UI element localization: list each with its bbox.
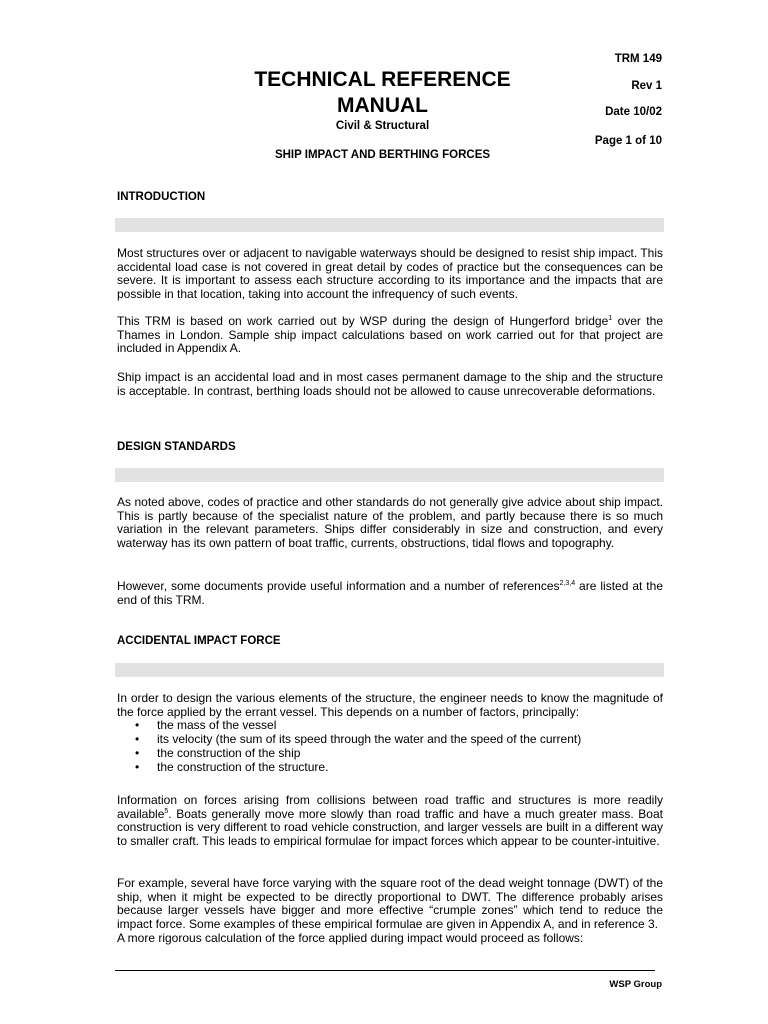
section-divider-bar [115,218,664,232]
paragraph-text: Ship impact is an accidental load and in most cases permanent damage to the ship and the structure is acceptable. In contrast, berthing loads should not be allowed to cause unrecoverable deformations. [117,370,663,398]
section-heading-design-standards: DESIGN STANDARDS [117,441,236,453]
section-heading-accidental-impact-force: ACCIDENTAL IMPACT FORCE [117,635,281,647]
paragraph-text: For example, several have force varying with the square root of the dead weight tonnage (DWT) of the ship, when it might be expected to be directly proportional to DWT. The difference probably arises because larger vessels have bigger and more effective “crumple zones” which tend to reduce the impact force. Some examples of these empirical formulae are given in Appendix A, and in reference 3. [117,876,663,932]
paragraph-text: This TRM is based on work carried out by WSP during the design of Hungerford bridge [117,314,609,328]
manual-title-line1: TECHNICAL REFERENCE [254,68,511,91]
list-item: • the mass of the vessel [157,719,663,733]
list-item: • the construction of the structure. [157,761,663,775]
paragraph-text: are listed at the end of this TRM. [117,579,663,607]
trm-number: TRM 149 [614,53,662,65]
paragraph-text: A more rigorous calculation of the force applied during impact would proceed as follows: [117,930,584,945]
intro-paragraph-1 [117,247,663,302]
impact-paragraph-2 [117,794,663,849]
reference-superscript: 1 [608,315,613,322]
paragraph-text: In order to design the various elements of the structure, the engineer needs to know the magnitude of the force applied by the errant vessel. This depends on a number of factors, principally: [117,691,663,719]
section-divider-bar [115,663,664,677]
paragraph-text: However, some documents provide useful information and a number of references [117,579,560,593]
section-heading-introduction: INTRODUCTION [117,191,206,203]
footer-company: WSP Group [609,979,662,990]
intro-paragraph-3 [117,371,663,398]
design-paragraph-1 [117,496,663,551]
date: Date 10/02 [605,106,662,118]
list-item: • its velocity (the sum of its speed through the water and the speed of the current) [157,733,663,747]
paragraph-text: Most structures over or adjacent to navigable waterways should be designed to resist ship impact. This accidental load case is not covered in great detail by codes of practice but the consequences can be severe. It is important to assess each structure according to its importance and the impacts that are possible in that location, taking into account the infrequency of such events. [117,246,663,302]
reference-superscript: 2,3,4 [559,580,576,587]
manual-title-line2: MANUAL [337,94,428,117]
list-item: • the construction of the ship [157,747,663,761]
footer-rule [115,970,655,971]
manual-subtitle: Civil & Structural [335,120,430,132]
reference-superscript: 5 [164,807,169,815]
page-number: Page 1 of 10 [594,135,662,147]
document-title: SHIP IMPACT AND BERTHING FORCES [274,149,491,161]
impact-paragraph-3 [117,877,663,946]
paragraph-text: As noted above, codes of practice and other standards do not generally give advice about ship impact. This is partly because of the specialist nature of the problem, and partly because there is so much variation in the relevant parameters. Ships differ considerably in size and construction, and every waterway has its own pattern of boat traffic, currents, obstructions, tidal flows and topography. [117,495,663,551]
paragraph-text: Information on forces arising from collisions between road traffic and structures is more readily available [117,793,663,821]
design-paragraph-2 [117,580,663,607]
intro-paragraph-2 [117,315,663,356]
revision: Rev 1 [631,80,662,92]
paragraph-text: over the Thames in London. Sample ship impact calculations based on work carried out for that project are included in Appendix A. [117,314,663,356]
paragraph-text: . Boats generally move more slowly than road traffic and have a much greater mass. Boat construction is very different to road vehicle construction, and larger vessels are built in a different way to smaller craft. This leads to empirical formulae for impact forces which appear to be counter-intuitive. [117,806,663,849]
impact-paragraph-1 [117,692,663,774]
factor-list [117,719,663,774]
section-divider-bar [115,468,664,482]
